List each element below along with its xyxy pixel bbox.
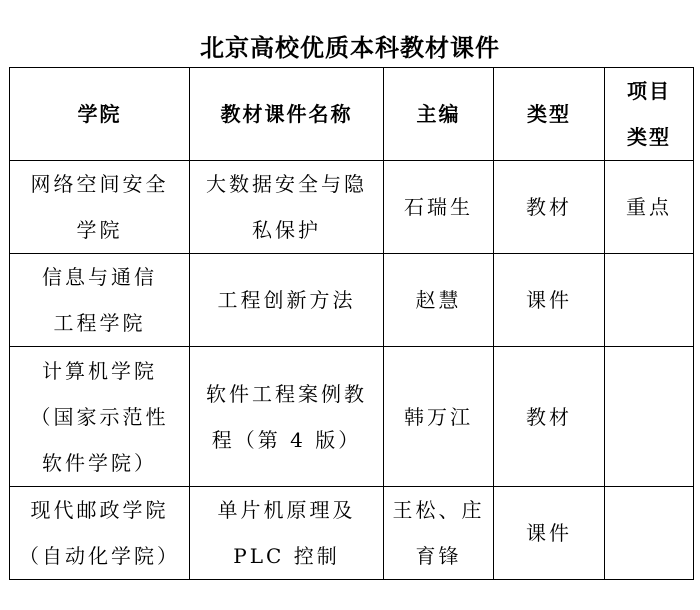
- cell-type: 教材: [494, 161, 605, 254]
- cell-editor: 赵慧: [384, 254, 494, 347]
- cell-type: 课件: [494, 254, 605, 347]
- header-college: 学院: [10, 68, 190, 161]
- course-table: [9, 67, 694, 580]
- cell-editor: 王松、庄 育锋: [384, 487, 494, 580]
- header-material-name: 教材课件名称: [190, 68, 384, 161]
- cell-college: 信息与通信 工程学院: [10, 254, 190, 347]
- header-project-type: 项目 类型: [605, 68, 694, 161]
- header-type: 类型: [494, 68, 605, 161]
- cell-material-name: 软件工程案例教 程（第 4 版）: [190, 347, 384, 487]
- cell-project-type: [605, 347, 694, 487]
- table-row: [10, 487, 694, 580]
- cell-college: 计算机学院 （国家示范性 软件学院）: [10, 347, 190, 487]
- cell-project-type: [605, 487, 694, 580]
- table-row: [10, 347, 694, 487]
- cell-project-type: 重点: [605, 161, 694, 254]
- page-title: 北京高校优质本科教材课件: [200, 34, 500, 62]
- header-row: [10, 68, 694, 161]
- table-row: [10, 254, 694, 347]
- header-editor: 主编: [384, 68, 494, 161]
- cell-material-name: 工程创新方法: [190, 254, 384, 347]
- cell-type: 教材: [494, 347, 605, 487]
- cell-college: 现代邮政学院 （自动化学院）: [10, 487, 190, 580]
- table-row: [10, 161, 694, 254]
- cell-material-name: 单片机原理及 PLC 控制: [190, 487, 384, 580]
- cell-project-type: [605, 254, 694, 347]
- cell-editor: 石瑞生: [384, 161, 494, 254]
- cell-editor: 韩万江: [384, 347, 494, 487]
- cell-type: 课件: [494, 487, 605, 580]
- cell-college: 网络空间安全 学院: [10, 161, 190, 254]
- cell-material-name: 大数据安全与隐 私保护: [190, 161, 384, 254]
